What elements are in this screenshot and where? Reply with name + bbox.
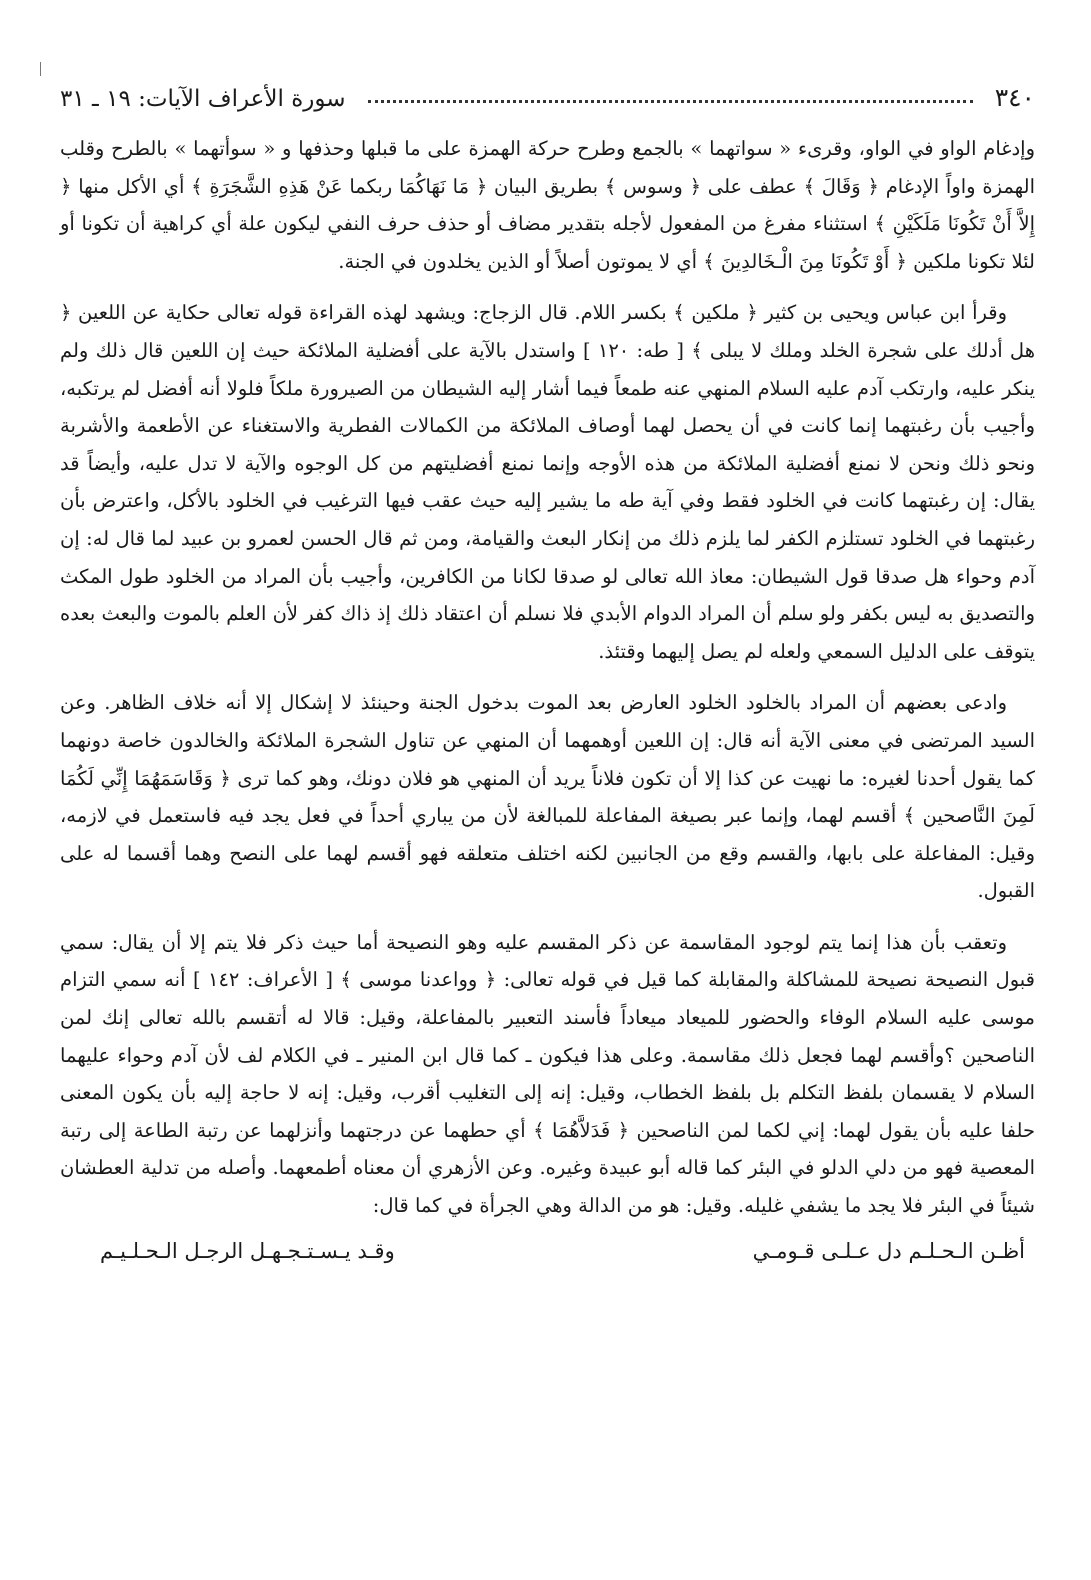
margin-mark [40,62,41,76]
paragraph: وقرأ ابن عباس ويحيى بن كثير ﴿ ملكين ﴾ بكسر اللام. قال الزجاج: ويشهد لهذه القراءة قوله تعالى حكاية عن اللعين ﴿ هل أدلك على شجرة الخلد وملك لا يبلى ﴾ [ طه: ١٢٠ ] واستدل بالآية على أفضلية الملائكة حيث إن اللعين قال ذلك ولم ينكر عليه، وارتكب آدم عليه السلام المنهي عنه طمعاً فيما أشار إليه الشيطان من الصيرورة ملكاً فلولا أنه أفضل لم يرتكبه، وأجيب بأن رغبتهما إنما كانت في أن يحصل لهما أوصاف الملائكة من الكمالات الفطرية والاستغناء عن الأطعمة والأشربة ونحو ذلك ونحن لا نمنع أفضلية الملائكة من هذه الأوجه وإنما نمنع أفضليتهم من كل الوجوه والآية لا تدل عليه، وأيضاً قد يقال: إن رغبتهما كانت في الخلود فقط وفي آية طه ما يشير إليه حيث عقب فيها الترغيب في الخلود بالأكل، واعترض بأن رغبتهما في الخلود تستلزم الكفر لما يلزم ذلك من إنكار البعث والقيامة، ومن ثم قال الحسن لعمرو بن عبيد لما قال له: إن آدم وحواء هل صدقا قول الشيطان: معاذ الله تعالى لو صدقا لكانا من الكافرين، وأجيب بأن المراد من الخلود طول المكث والتصديق به ليس بكفر ولو سلم أن المراد الدوام الأبدي فلا نسلم أن اعتقاد ذلك إذ ذاك كفر لأن العلم بالموت والبعث بعده يتوقف على الدليل السمعي ولعله لم يصل إليهما وقتئذ. [60,301,1035,663]
verse-second-hemistich: وقـد يـسـتـجـهـل الرجـل الـحـلـيـم [100,1238,395,1263]
paragraph: وادعى بعضهم أن المراد بالخلود الخلود العارض بعد الموت بدخول الجنة وحينئذ لا إشكال إلا أنه خلاف الظاهر. وعن السيد المرتضى في معنى الآية أنه قال: إن اللعين أوهمهما أن المنهي عن تناول الشجرة الملائكة والخالدون خاصة دونهما كما يقول أحدنا لغيره: ما نهيت عن كذا إلا أن تكون فلاناً يريد أن المنهي هو فلان دونك، وهو كما ترى ﴿ وَقَاسَمَهُمَا إِنِّي لَكُمَا لَمِنَ النَّاصحين ﴾ أقسم لهما، وإنما عبر بصيغة المفاعلة للمبالغة لأن من يباري أحداً في فعل يجد فيه فاستعمل في لازمه، وقيل: المفاعلة على بابها، والقسم وقع من الجانبين لكنه اختلف متعلقه فهو أقسم لهما على النصح وهما أقسما له على القبول. [60,691,1035,903]
dotted-leader [368,100,973,103]
body-text [60,130,1035,1225]
page-header [60,70,1035,112]
paragraph: وتعقب بأن هذا إنما يتم لوجود المقاسمة عن ذكر المقسم عليه وهو النصيحة أما حيث ذكر فلا يتم إلا أن يقال: سمي قبول النصيحة نصيحة للمشاكلة والمقابلة كما قيل في قوله تعالى: ﴿ وواعدنا موسى ﴾ [ الأعراف: ١٤٢ ] أنه سمي التزام موسى عليه السلام الوفاء والحضور للميعاد ميعاداً فأسند التعبير بالمفاعلة، وقيل: قالا له أتقسم بالله تعالى إنك لمن الناصحين ؟وأقسم لهما فجعل ذلك مقاسمة. وعلى هذا فيكون ـ كما قال ابن المنير ـ في الكلام لف لأن آدم وحواء عليهما السلام لا يقسمان بلفظ التكلم بل بلفظ الخطاب، وقيل: إنه إلى التغليب أقرب، وقيل: إنه لا حاجة إليه بأن يكون المعنى حلفا عليه بأن يقول لهما: إني لكما لمن الناصحين ﴿ فَدَلاَّهُمَا ﴾ أي حطهما عن درجتهما وأنزلهما عن رتبة الطاعة إلى رتبة المعصية فهو من دلي الدلو في البئر كما قاله أبو عبيدة وغيره. وعن الأزهري أن معناه أطمعهما. وأصله من تدلية العطشان شيئاً في البئر فلا يجد ما يشفي غليله. وقيل: هو من الدالة وهي الجرأة في كما قال: [60,930,1036,1218]
running-title: سورة الأعراف الآيات: ١٩ ـ ٣١ [60,86,346,112]
verse-first-hemistich: أظـن الـحـلـم دل عـلـى قـومـي [752,1238,1025,1263]
page-number: ٣٤٠ [994,83,1035,112]
paragraph: وإدغام الواو في الواو، وقرىء « سواتهما » بالجمع وطرح حركة الهمزة على ما قبلها وحذفها و « سوأتهما » بالطرح وقلب الهمزة واواً الإدغام ﴿ وَقَالَ ﴾ عطف على ﴿ وسوس ﴾ بطريق البيان ﴿ مَا نَهَاكُمَا ربكما عَنْ هَذِهِ الشَّجَرَةِ ﴾ أي الأكل منها ﴿ إِلاَّ أَنْ تَكُونَا مَلَكَيْنِ ﴾ استثناء مفرغ من المفعول لأجله بتقدير مضاف أو حذف حرف النفي ليكون علة أي كراهية أن تكونا أو لئلا تكونا ملكين ﴿ أَوْ تَكُونَا مِنَ الْـخَالدِينَ ﴾ أي لا يموتون أصلاً أو الذين يخلدون في الجنة. [60,137,1035,273]
page [60,70,1035,1263]
poetry-verse [60,1239,1035,1263]
